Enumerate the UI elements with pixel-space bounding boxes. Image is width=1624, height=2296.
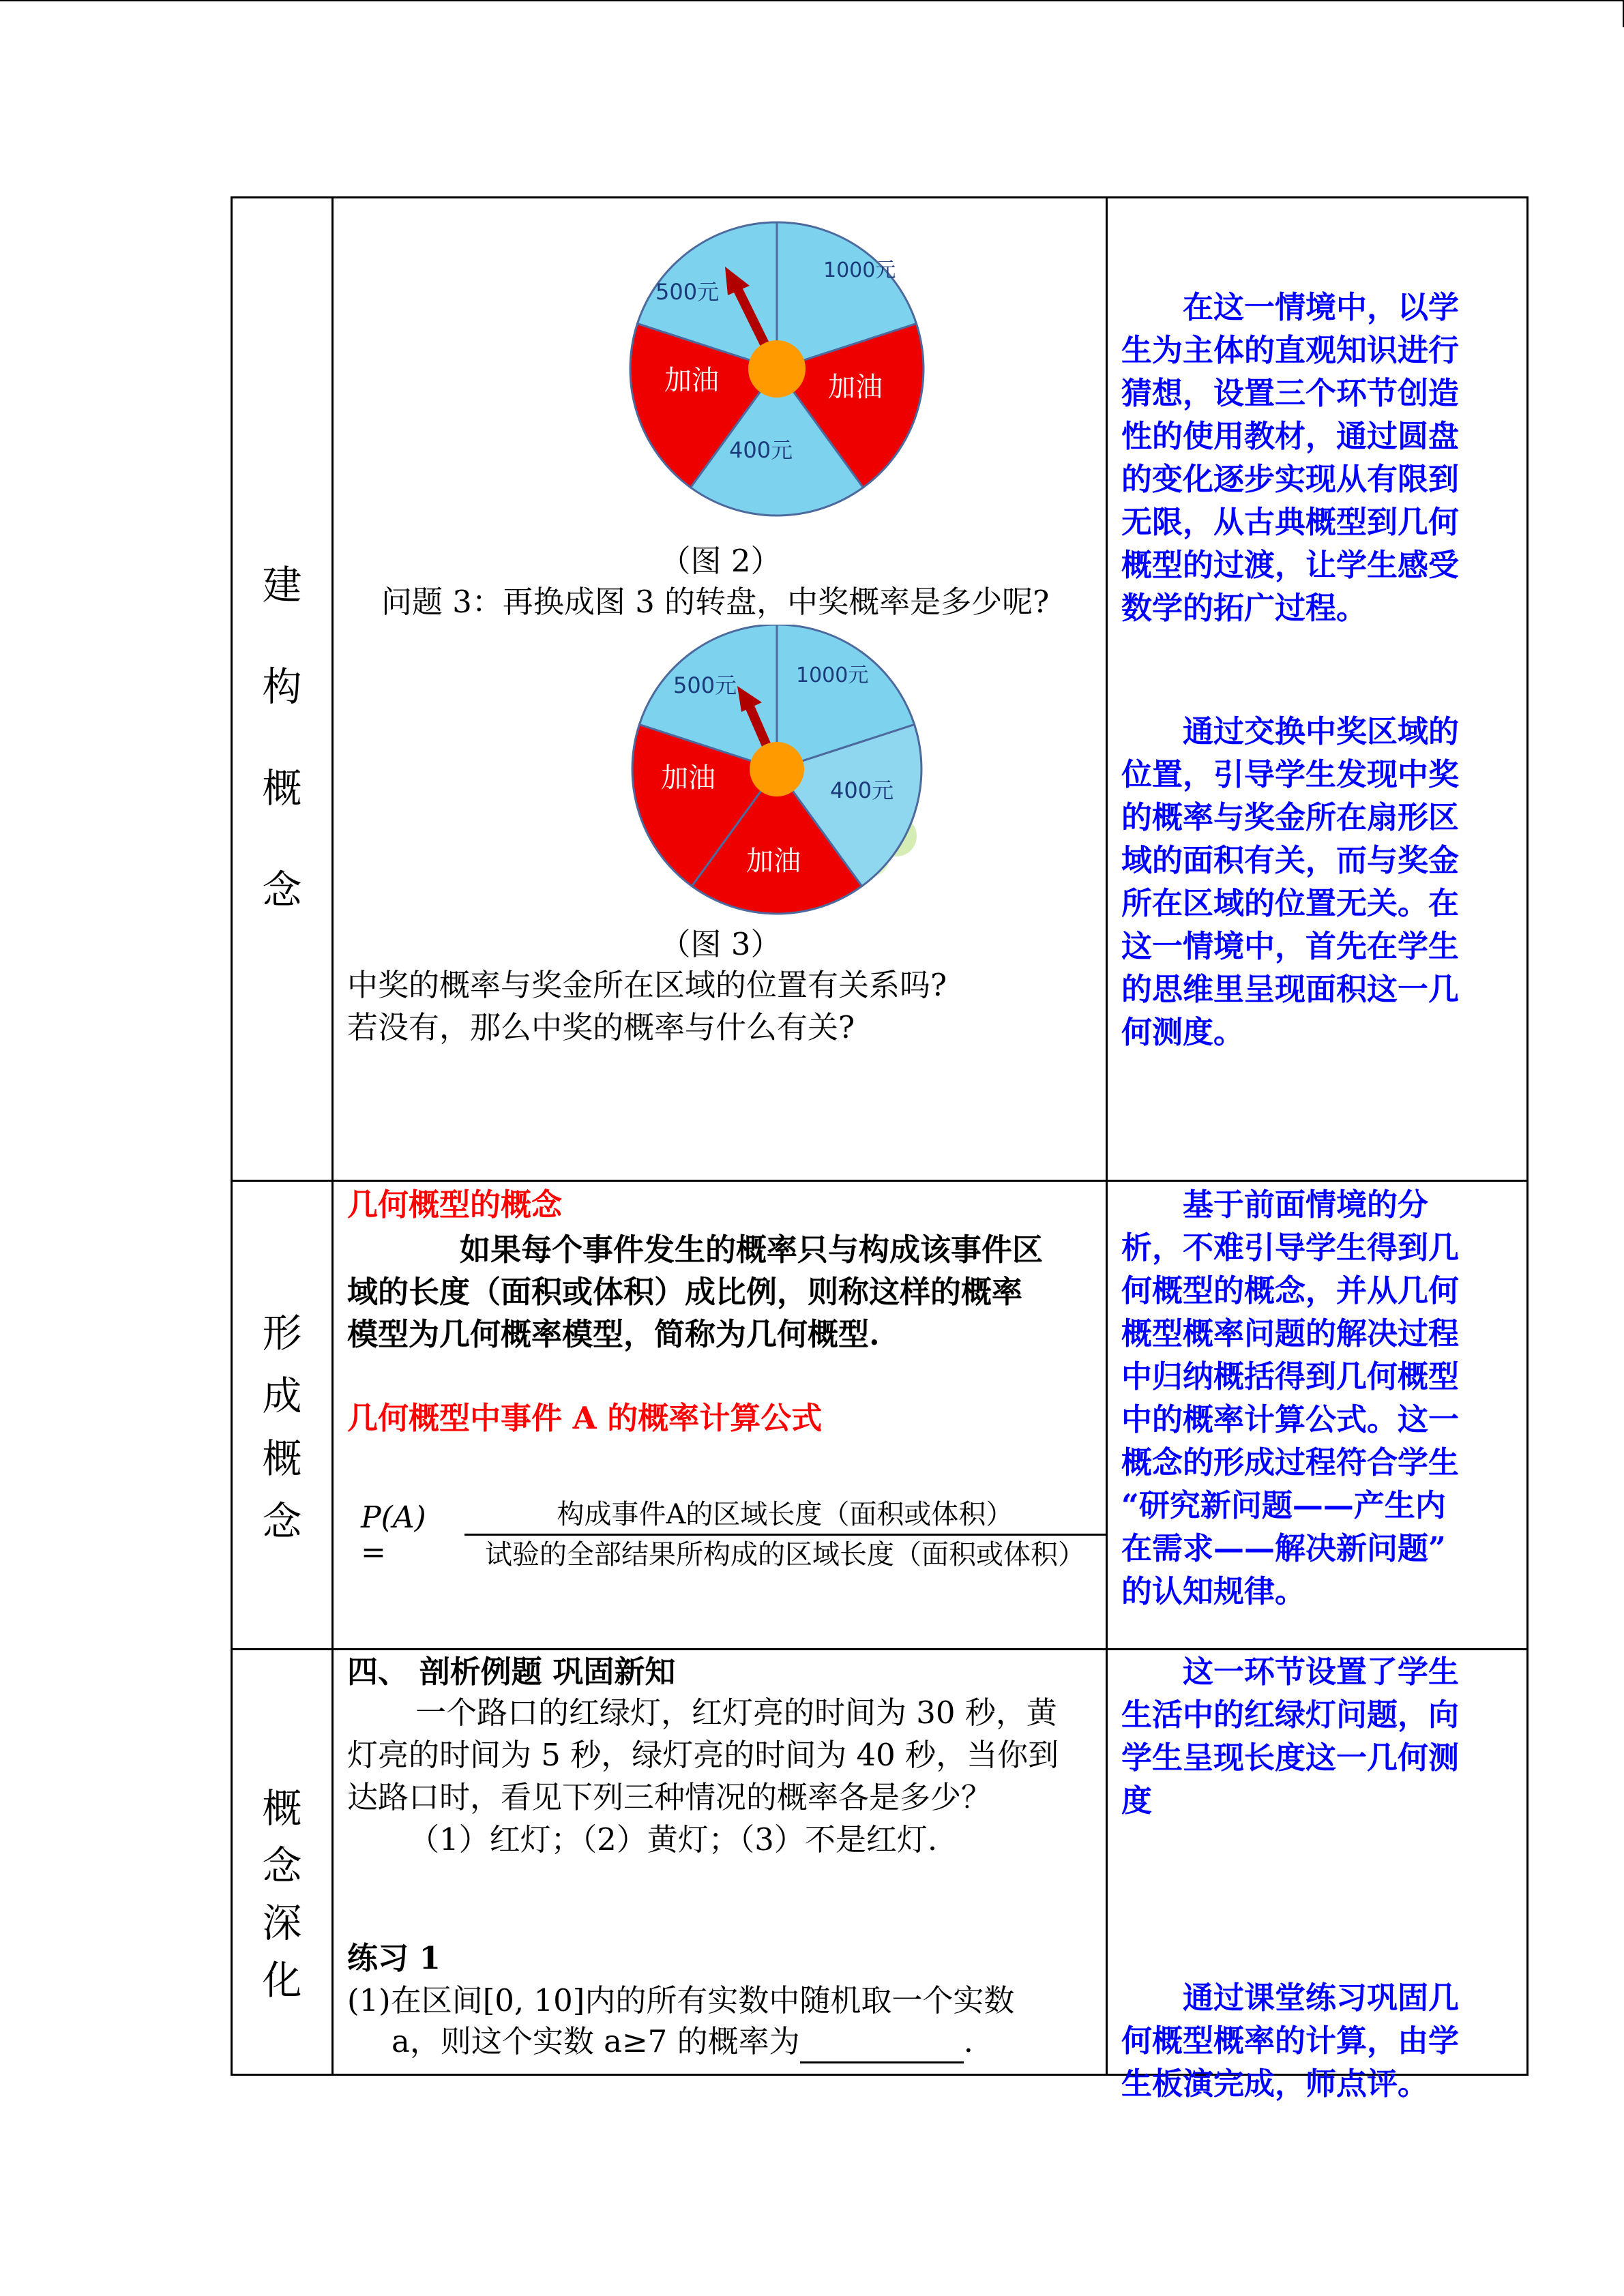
- note-line: 何概型的概念，并从几何: [1121, 1272, 1460, 1309]
- formula-denominator: 试验的全部结果所构成的区域长度（面积或体积）: [485, 1539, 1085, 1570]
- note-line: 这一环节设置了学生: [1183, 1654, 1460, 1690]
- practice-period: .: [963, 2023, 973, 2059]
- concept-heading: 几何概型的概念: [347, 1187, 563, 1223]
- label-500: 500元: [673, 672, 737, 698]
- practice-line-2: [392, 2020, 973, 2063]
- row-form-concept: [232, 1181, 1528, 1650]
- label-char: 概: [262, 1785, 302, 1832]
- question-line-1: 中奖的概率与奖金所在区域的位置有关系吗?: [347, 967, 947, 1003]
- teaching-note-1: [1121, 286, 1459, 629]
- note-line: 通过交换中奖区域的: [1183, 713, 1460, 749]
- content-cell: [333, 198, 1107, 1181]
- note-line: 数学的拓广过程。: [1121, 590, 1368, 626]
- label-char: 念: [262, 1498, 302, 1545]
- teaching-note-4: [1121, 1650, 1459, 1822]
- row-deepen-concept: [232, 1650, 1528, 2075]
- note-line: 概型的过渡，让学生感受: [1121, 547, 1460, 583]
- label-char: 构: [262, 664, 302, 710]
- note-line: 生板演完成，师点评。: [1121, 2066, 1429, 2102]
- formula-heading: 几何概型中事件 A 的概率计算公式: [347, 1400, 823, 1436]
- label-char: 概: [262, 1435, 302, 1482]
- note-line: 的思维里呈现面积这一几: [1121, 971, 1460, 1007]
- note-line: 所在区域的位置无关。在: [1121, 885, 1460, 921]
- note-cell: [1107, 1181, 1528, 1650]
- note-line: 何概型概率的计算，由学: [1121, 2023, 1460, 2059]
- example-line: 一个路口的红绿灯，红灯亮的时间为 30 秒，黄: [415, 1695, 1057, 1731]
- lesson-plan-table: [231, 196, 1529, 2102]
- note-cell: [1107, 1650, 1528, 2102]
- formula-lhs: P(A) =: [361, 1500, 426, 1570]
- label-cheer-right: 加油: [828, 372, 883, 403]
- figure-3-caption: （图 3）: [660, 926, 782, 962]
- note-line: 生活中的红绿灯问题，向: [1121, 1697, 1460, 1733]
- label-cheer-left: 加油: [664, 365, 719, 396]
- question-line-2: 若没有，那么中奖的概率与什么有关?: [347, 1009, 855, 1045]
- label-cheer-bottom: 加油: [746, 846, 801, 877]
- question-3: 问题 3：再换成图 3 的转盘，中奖概率是多少呢?: [381, 584, 1050, 620]
- note-line: 这一情境中，首先在学生: [1121, 928, 1460, 964]
- answer-blank[interactable]: [800, 2030, 964, 2063]
- note-line: 猜想，设置三个环节创造: [1121, 375, 1460, 411]
- note-line: 析，不难引导学生得到几: [1121, 1229, 1460, 1266]
- note-line: 的变化逐步实现从有限到: [1121, 461, 1460, 497]
- formula-fraction: [464, 1495, 1106, 1574]
- example-line: 灯亮的时间为 5 秒，绿灯亮的时间为 40 秒，当你到: [347, 1737, 1059, 1773]
- spinner-wheel-figure-3: [627, 625, 954, 918]
- note-line: 概型概率问题的解决过程: [1121, 1315, 1460, 1352]
- practice-question-text: a，则这个实数 a≥7 的概率为: [392, 2023, 800, 2059]
- row-build-concept: [232, 198, 1528, 1181]
- spinner-hub: [748, 340, 806, 398]
- definition-line: 域的长度（面积或体积）成比例，则称这样的概率: [347, 1274, 1023, 1310]
- probability-formula: [361, 1495, 1106, 1574]
- spinner-hub: [750, 742, 804, 796]
- note-line: 学生呈现长度这一几何测: [1121, 1740, 1460, 1776]
- note-line: 的认知规律。: [1121, 1573, 1306, 1609]
- label-400: 400元: [729, 437, 793, 463]
- row-label-cell: [232, 1181, 333, 1650]
- note-line: 中归纳概括得到几何概型: [1121, 1358, 1460, 1395]
- figure-2-caption: （图 2）: [660, 543, 782, 579]
- label-char: 概: [262, 765, 302, 811]
- row-label-build-concept: [233, 553, 331, 915]
- content-cell: [333, 1181, 1107, 1650]
- note-line: 位置，引导学生发现中奖: [1121, 756, 1460, 792]
- note-line: 域的面积有关，而与奖金: [1121, 842, 1460, 878]
- label-400: 400元: [830, 777, 894, 803]
- note-line: 基于前面情境的分: [1183, 1187, 1429, 1223]
- note-line: 无限，从古典概型到几何: [1121, 504, 1460, 540]
- example-options: （1）红灯；（2）黄灯；（3）不是红灯.: [409, 1821, 938, 1858]
- label-1000: 1000元: [823, 258, 896, 282]
- note-line: 的概率与奖金所在扇形区: [1121, 799, 1460, 835]
- section-heading: 四、 剖析例题 巩固新知: [347, 1654, 676, 1690]
- note-line: 度: [1121, 1783, 1153, 1819]
- note-line: 在需求——解决新问题”: [1121, 1530, 1446, 1566]
- teaching-note-5: [1121, 1976, 1459, 2105]
- definition-line: 模型为几何概率模型，简称为几何概型.: [347, 1316, 880, 1352]
- row-label-deepen-concept: [233, 1776, 331, 2006]
- definition-line: 如果每个事件发生的概率只与构成该事件区: [460, 1232, 1044, 1268]
- practice-title: 练习 1: [347, 1940, 441, 1976]
- label-char: 形: [262, 1310, 302, 1356]
- spinner-wheel-figure-2: [627, 219, 927, 519]
- note-cell: [1107, 198, 1528, 1181]
- note-line: 生为主体的直观知识进行: [1121, 332, 1460, 368]
- page-top-border: [0, 0, 1624, 1]
- label-cheer-left: 加油: [661, 762, 715, 794]
- content-cell: [333, 1650, 1107, 2075]
- note-line: 概念的形成过程符合学生: [1121, 1444, 1460, 1480]
- note-line: “研究新问题——产生内: [1121, 1487, 1446, 1523]
- label-char: 念: [262, 1843, 302, 1889]
- label-1000: 1000元: [796, 664, 869, 687]
- row-label-cell: [232, 1650, 333, 2075]
- label-500: 500元: [655, 279, 720, 305]
- note-line: 性的使用教材，通过圆盘: [1121, 418, 1460, 454]
- note-line: 在这一情境中，以学: [1183, 289, 1460, 325]
- formula-numerator: 构成事件A的区域长度（面积或体积）: [557, 1499, 1014, 1530]
- teaching-note-2: [1121, 710, 1459, 1054]
- note-line: 通过课堂练习巩固几: [1183, 1980, 1460, 2016]
- teaching-note-3: [1121, 1183, 1459, 1613]
- row-label-cell: [232, 198, 333, 1181]
- practice-line-1: (1)在区间[0, 10]内的所有实数中随机取一个实数: [347, 1982, 1015, 2018]
- example-line: 达路口时，看见下列三种情况的概率各是多少？: [347, 1779, 992, 1815]
- row-label-form-concept: [233, 1301, 331, 1547]
- label-char: 建: [262, 562, 302, 608]
- label-char: 深: [262, 1900, 302, 1946]
- label-char: 成: [262, 1373, 302, 1419]
- note-line: 何测度。: [1121, 1014, 1245, 1050]
- label-char: 化: [262, 1957, 302, 2003]
- note-line: 中的概率计算公式。这一: [1121, 1401, 1460, 1437]
- label-char: 念: [262, 867, 302, 913]
